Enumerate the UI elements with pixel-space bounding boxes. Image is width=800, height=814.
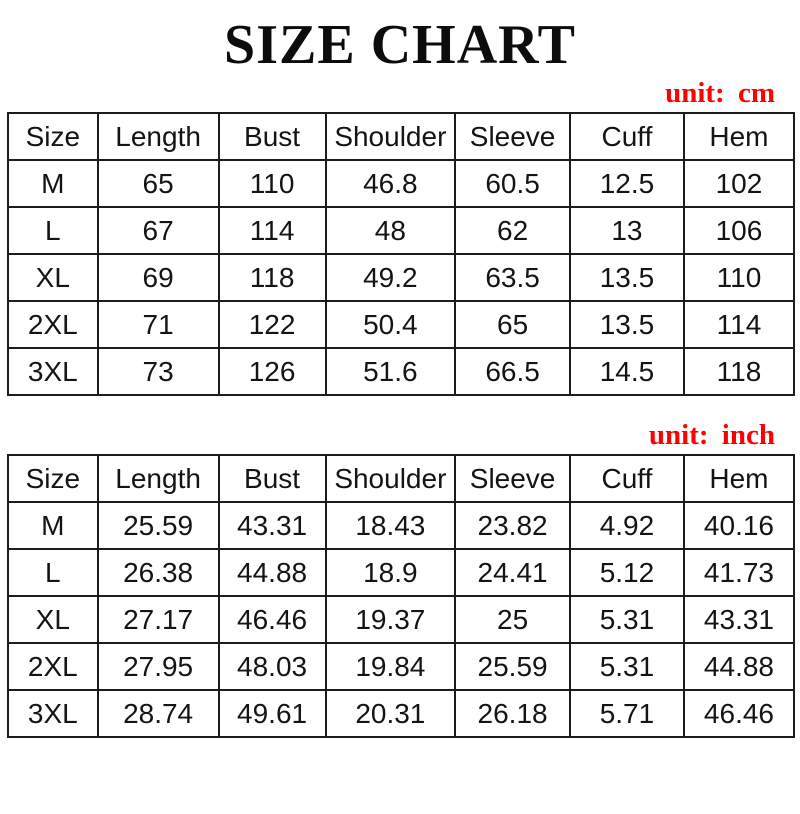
- value-cell: 49.61: [219, 690, 326, 737]
- value-cell: 48: [326, 207, 456, 254]
- size-cell: 3XL: [8, 348, 98, 395]
- value-cell: 46.8: [326, 160, 456, 207]
- value-cell: 114: [684, 301, 794, 348]
- value-cell: 60.5: [455, 160, 570, 207]
- value-cell: 71: [98, 301, 219, 348]
- column-header: Shoulder: [326, 113, 456, 160]
- table-row: [8, 549, 794, 596]
- value-cell: 46.46: [684, 690, 794, 737]
- value-cell: 43.31: [219, 502, 326, 549]
- value-cell: 50.4: [326, 301, 456, 348]
- table-row: [8, 643, 794, 690]
- value-cell: 46.46: [219, 596, 326, 643]
- value-cell: 51.6: [326, 348, 456, 395]
- value-cell: 41.73: [684, 549, 794, 596]
- column-header: Size: [8, 455, 98, 502]
- value-cell: 28.74: [98, 690, 219, 737]
- table-row: [8, 254, 794, 301]
- value-cell: 126: [219, 348, 326, 395]
- table-row: [8, 502, 794, 549]
- value-cell: 27.95: [98, 643, 219, 690]
- table-row: [8, 690, 794, 737]
- size-cell: M: [8, 160, 98, 207]
- value-cell: 4.92: [570, 502, 684, 549]
- value-cell: 67: [98, 207, 219, 254]
- value-cell: 66.5: [455, 348, 570, 395]
- size-table-inch: [7, 454, 795, 738]
- column-header: Hem: [684, 113, 794, 160]
- page-title: SIZE CHART: [224, 14, 576, 76]
- value-cell: 48.03: [219, 643, 326, 690]
- value-cell: 5.12: [570, 549, 684, 596]
- value-cell: 12.5: [570, 160, 684, 207]
- value-cell: 102: [684, 160, 794, 207]
- column-header: Sleeve: [455, 455, 570, 502]
- value-cell: 5.31: [570, 596, 684, 643]
- value-cell: 19.37: [326, 596, 456, 643]
- value-cell: 69: [98, 254, 219, 301]
- value-cell: 5.71: [570, 690, 684, 737]
- value-cell: 24.41: [455, 549, 570, 596]
- value-cell: 65: [455, 301, 570, 348]
- value-cell: 62: [455, 207, 570, 254]
- size-cell: M: [8, 502, 98, 549]
- value-cell: 110: [684, 254, 794, 301]
- table-row: [8, 160, 794, 207]
- size-cell: L: [8, 549, 98, 596]
- value-cell: 13: [570, 207, 684, 254]
- value-cell: 73: [98, 348, 219, 395]
- value-cell: 114: [219, 207, 326, 254]
- column-header: Hem: [684, 455, 794, 502]
- column-header: Bust: [219, 455, 326, 502]
- size-cell: XL: [8, 254, 98, 301]
- value-cell: 25.59: [98, 502, 219, 549]
- unit-label-cm: unit: cm: [665, 77, 775, 109]
- value-cell: 110: [219, 160, 326, 207]
- column-header: Cuff: [570, 455, 684, 502]
- size-cell: 2XL: [8, 643, 98, 690]
- value-cell: 65: [98, 160, 219, 207]
- value-cell: 23.82: [455, 502, 570, 549]
- value-cell: 43.31: [684, 596, 794, 643]
- value-cell: 18.43: [326, 502, 456, 549]
- value-cell: 106: [684, 207, 794, 254]
- value-cell: 49.2: [326, 254, 456, 301]
- column-header: Bust: [219, 113, 326, 160]
- value-cell: 20.31: [326, 690, 456, 737]
- unit-label-inch: unit: inch: [648, 419, 775, 451]
- header-row: [8, 113, 794, 160]
- header-row: [8, 455, 794, 502]
- value-cell: 44.88: [684, 643, 794, 690]
- column-header: Cuff: [570, 113, 684, 160]
- size-table-cm: [7, 112, 795, 396]
- value-cell: 25.59: [455, 643, 570, 690]
- value-cell: 40.16: [684, 502, 794, 549]
- column-header: Length: [98, 113, 219, 160]
- value-cell: 5.31: [570, 643, 684, 690]
- value-cell: 25: [455, 596, 570, 643]
- value-cell: 63.5: [455, 254, 570, 301]
- value-cell: 18.9: [326, 549, 456, 596]
- size-cell: 2XL: [8, 301, 98, 348]
- value-cell: 13.5: [570, 254, 684, 301]
- value-cell: 122: [219, 301, 326, 348]
- size-cell: 3XL: [8, 690, 98, 737]
- column-header: Sleeve: [455, 113, 570, 160]
- value-cell: 14.5: [570, 348, 684, 395]
- table-row: [8, 348, 794, 395]
- table-row: [8, 207, 794, 254]
- value-cell: 118: [684, 348, 794, 395]
- value-cell: 118: [219, 254, 326, 301]
- value-cell: 44.88: [219, 549, 326, 596]
- value-cell: 26.38: [98, 549, 219, 596]
- column-header: Length: [98, 455, 219, 502]
- value-cell: 27.17: [98, 596, 219, 643]
- size-cell: L: [8, 207, 98, 254]
- size-cell: XL: [8, 596, 98, 643]
- column-header: Size: [8, 113, 98, 160]
- table-row: [8, 596, 794, 643]
- column-header: Shoulder: [326, 455, 456, 502]
- table-row: [8, 301, 794, 348]
- value-cell: 26.18: [455, 690, 570, 737]
- value-cell: 19.84: [326, 643, 456, 690]
- value-cell: 13.5: [570, 301, 684, 348]
